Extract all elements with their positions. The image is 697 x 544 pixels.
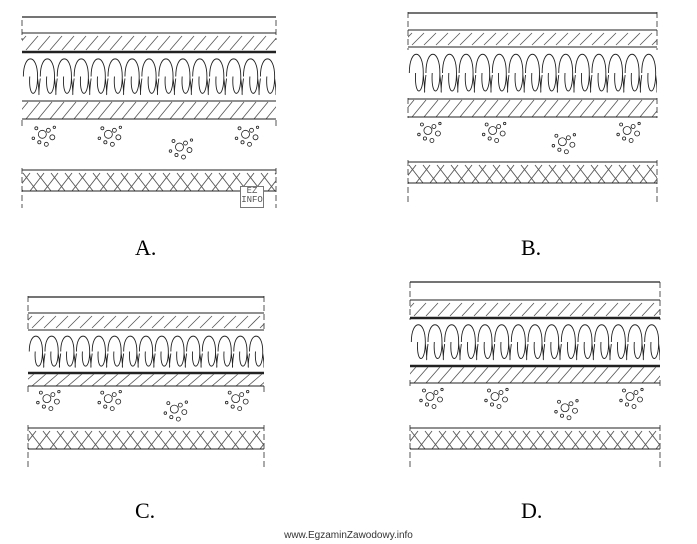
insulation-layer	[23, 59, 277, 95]
insulation-layer	[411, 325, 661, 360]
levelling-hatch-layer	[388, 100, 690, 117]
screed-hatch-layer	[390, 303, 690, 316]
concrete-aggregate-layer	[420, 388, 644, 419]
levelling-hatch-layer	[390, 367, 692, 383]
levelling-hatch-layer	[8, 374, 286, 386]
concrete-aggregate-layer	[37, 390, 249, 421]
ground-hatch-layer	[390, 431, 691, 449]
ground-hatch-layer	[8, 431, 295, 449]
option-c-label: C.	[135, 498, 156, 523]
option-a-label: A.	[135, 235, 157, 260]
cross-section-panel-b	[388, 12, 690, 205]
screed-hatch-layer	[2, 36, 302, 50]
ez-info-watermark-logo: EZ INFO	[240, 186, 264, 208]
footer-url: www.EgzaminZawodowy.info	[284, 530, 413, 541]
cross-section-panel-c	[8, 296, 295, 468]
concrete-aggregate-layer	[418, 122, 641, 153]
cross-section-panel-a	[2, 17, 304, 208]
concrete-aggregate-layer	[32, 126, 259, 159]
insulation-layer	[29, 336, 265, 367]
ground-hatch-layer	[388, 165, 689, 183]
insulation-layer	[409, 54, 658, 92]
option-d-label: D.	[521, 498, 543, 523]
option-b-label: B.	[521, 235, 542, 260]
cross-section-panel-d	[390, 282, 692, 468]
screed-hatch-layer	[388, 33, 688, 45]
levelling-hatch-layer	[2, 102, 304, 119]
screed-hatch-layer	[8, 316, 284, 328]
